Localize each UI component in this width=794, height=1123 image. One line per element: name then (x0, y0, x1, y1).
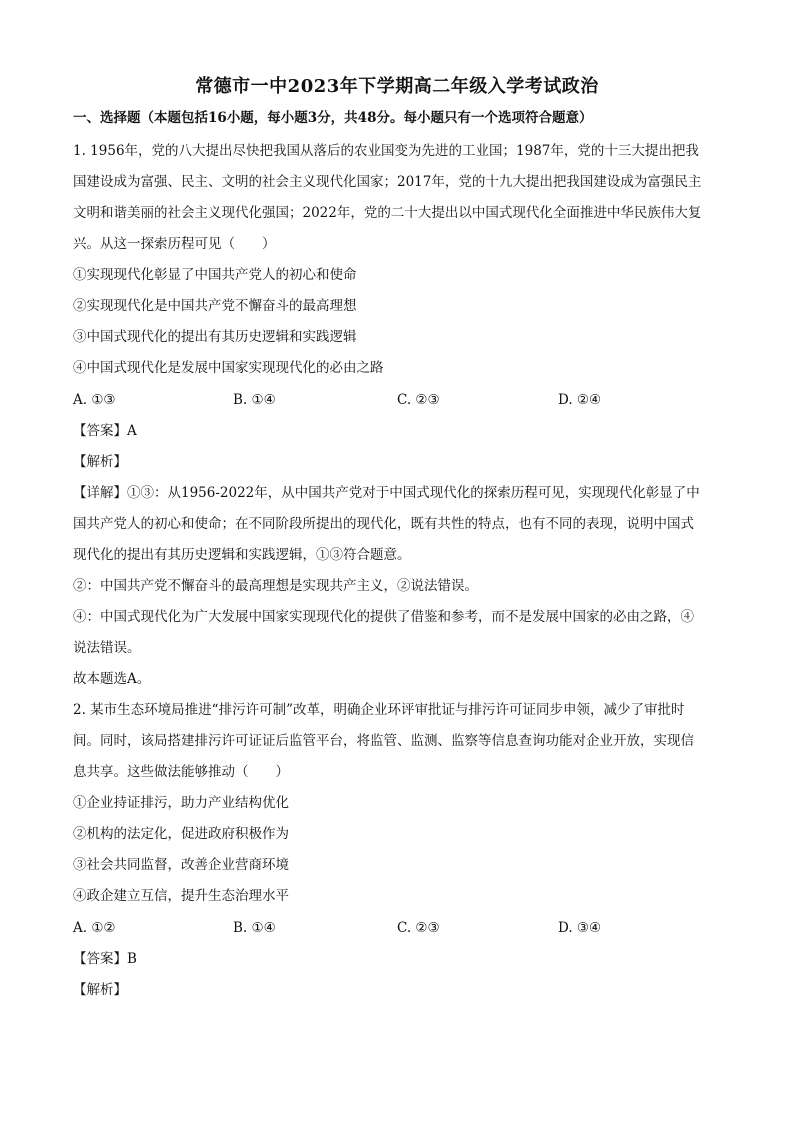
q1-option-a: A. ①③ (73, 392, 116, 408)
q1-item: ①实现现代化彰显了中国共产党人的初心和使命 (73, 267, 357, 283)
q1-item: ③中国式现代化的提出有其历史逻辑和实践逻辑 (73, 329, 357, 345)
q2-item: ①企业持证排污，助力产业结构优化 (73, 795, 289, 811)
q1-analysis-label: 【解析】 (73, 454, 127, 470)
q2-item: ④政企建立互信，提升生态治理水平 (73, 888, 289, 904)
page-title: 常德市一中2023年下学期高二年级入学考试政治 (195, 76, 599, 97)
q1-detail-line: 【详解】①③：从1956-2022年，从中国共产党对于中国式现代化的探索历程可见，实现现代化彰显了中 (73, 485, 700, 501)
q1-detail-line: 说法错误。 (73, 640, 141, 656)
q1-detail-line: ④：中国式现代化为广大发展中国家实现现代化的提供了借鉴和参考，而不是发展中国家的必由之路，④ (73, 609, 694, 625)
q2-analysis-label: 【解析】 (73, 982, 127, 998)
q1-option-d: D. ②④ (558, 392, 602, 408)
q2-option-c: C. ②③ (397, 920, 440, 936)
q1-option-b: B. ①④ (233, 392, 276, 408)
q1-conclusion: 故本题选A。 (73, 671, 151, 687)
section-heading: 一、选择题（本题包括16小题，每小题3分，共48分。每小题只有一个选项符合题意） (73, 110, 593, 126)
q2-option-b: B. ①④ (233, 920, 276, 936)
q1-detail-line: ②：中国共产党不懈奋斗的最高理想是实现共产主义，②说法错误。 (73, 578, 478, 594)
q2-stem-line: 2. 某市生态环境局推进“排污许可制”改革，明确企业环评审批证与排污许可证同步申领，减少了审批时 (73, 702, 685, 718)
q1-detail-line: 现代化的提出有其历史逻辑和实践逻辑，①③符合题意。 (73, 547, 411, 563)
q1-stem-line: 国建设成为富强、民主、文明的社会主义现代化国家；2017年，党的十九大提出把我国建设成为富强民主 (73, 174, 702, 190)
q1-detail-line: 国共产党人的初心和使命；在不同阶段所提出的现代化，既有共性的特点，也有不同的表现，说明中国式 (73, 516, 694, 532)
q2-answer: 【答案】B (73, 951, 137, 967)
q1-option-c: C. ②③ (397, 392, 440, 408)
q1-item: ④中国式现代化是发展中国家实现现代化的必由之路 (73, 360, 384, 376)
q2-item: ③社会共同监督，改善企业营商环境 (73, 857, 289, 873)
q1-stem-line: 文明和谐美丽的社会主义现代化强国；2022年，党的二十大提出以中国式现代化全面推进中华民族伟大复 (73, 205, 702, 221)
q2-stem-line: 息共享。这些做法能够推动（ ） (73, 764, 289, 780)
q2-stem-line: 间。同时，该局搭建排污许可证证后监管平台，将监管、监测、监察等信息查询功能对企业开放，实现信 (73, 733, 694, 749)
q1-item: ②实现现代化是中国共产党不懈奋斗的最高理想 (73, 298, 357, 314)
q1-answer: 【答案】A (73, 423, 137, 439)
q1-stem-line: 兴。从这一探索历程可见（ ） (73, 236, 276, 252)
q2-item: ②机构的法定化，促进政府积极作为 (73, 826, 289, 842)
q2-option-a: A. ①② (73, 920, 116, 936)
q1-stem-line: 1. 1956年，党的八大提出尽快把我国从落后的农业国变为先进的工业国；1987年，党的十三大提出把我 (73, 143, 699, 159)
q2-option-d: D. ③④ (558, 920, 602, 936)
